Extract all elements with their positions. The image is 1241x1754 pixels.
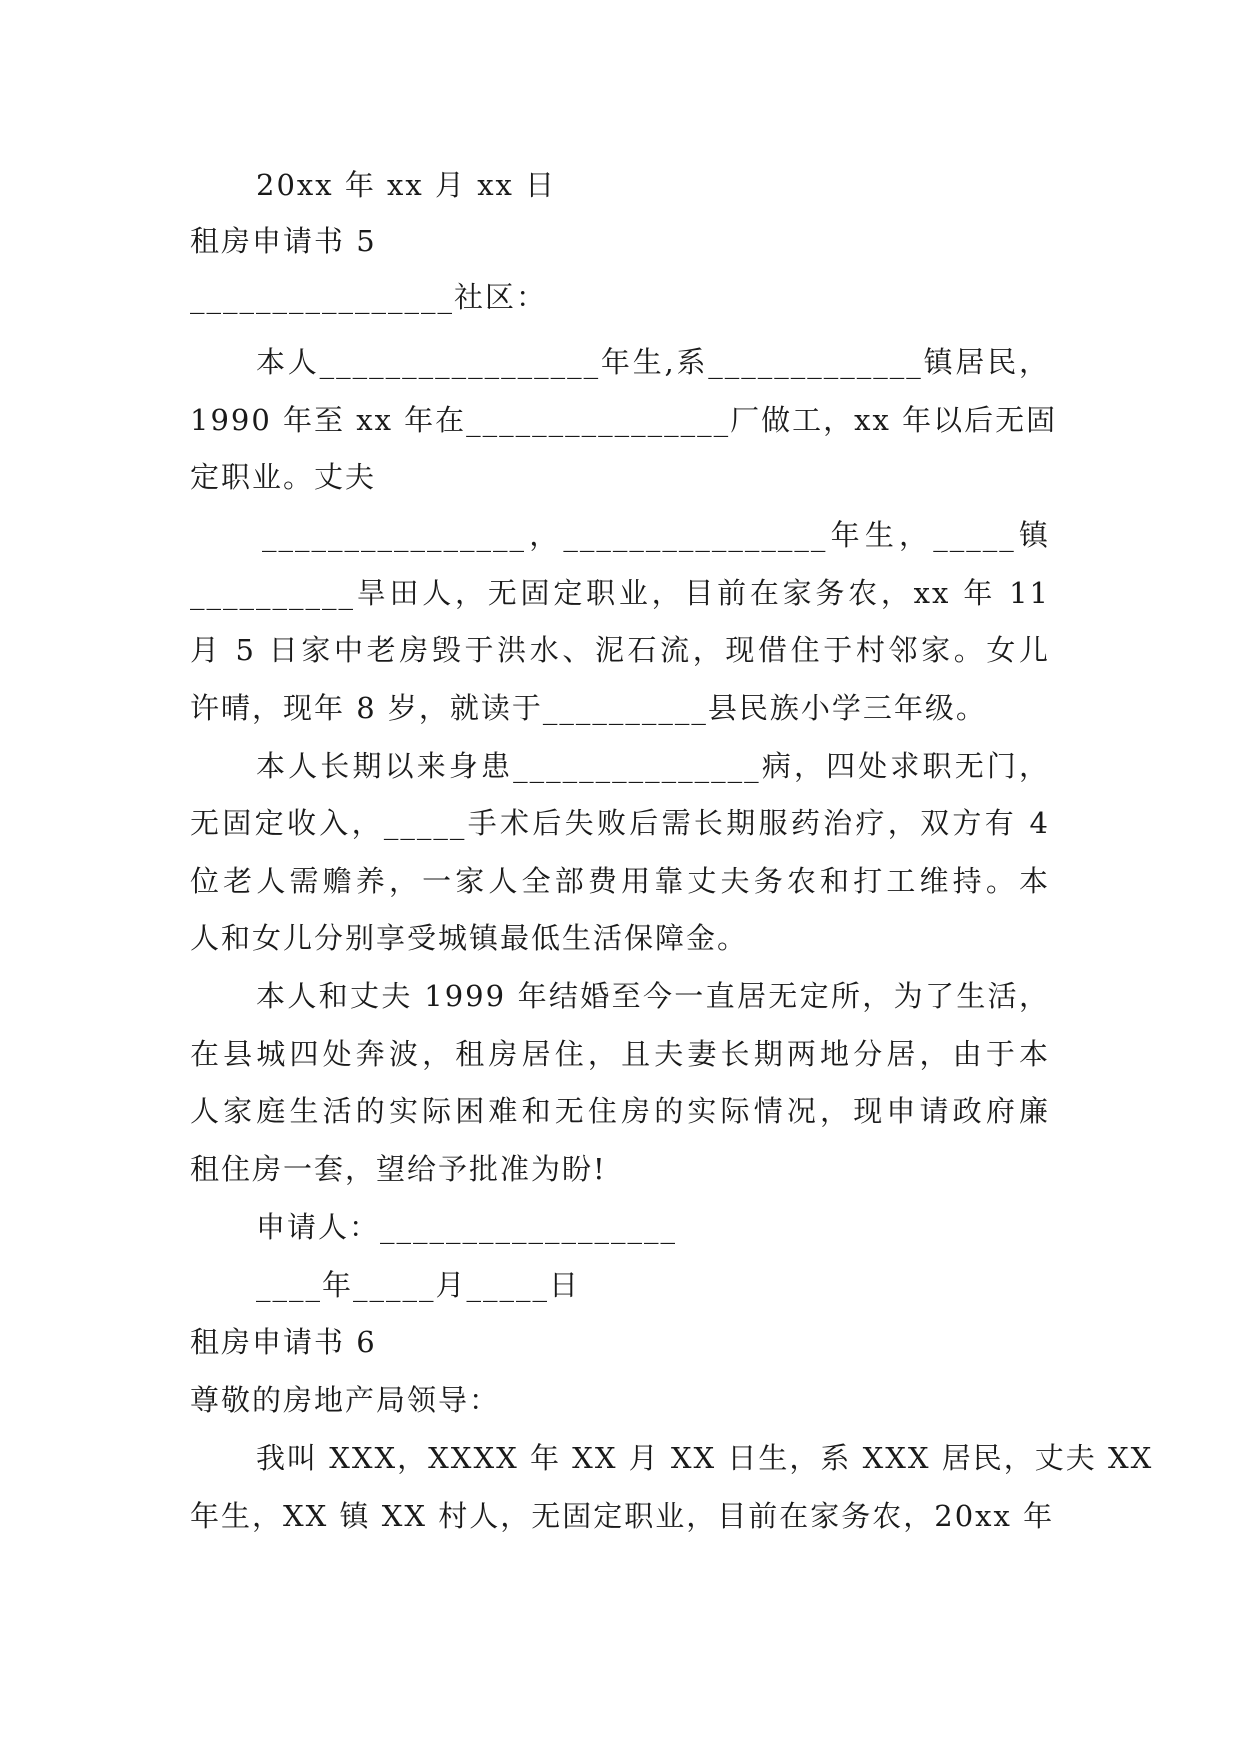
paragraph-line: 年生，XX 镇 XX 村人，无固定职业，目前在家务农，20xx 年 [190, 1499, 1055, 1533]
paragraph-line: 本人长期以来身患_______________病，四处求职无门， [256, 749, 1050, 783]
salutation: ________________社区： [190, 280, 548, 314]
paragraph-line: 无固定收入，_____手术后失败后需长期服药治疗，双方有 4 [190, 806, 1050, 840]
paragraph-line: 人和女儿分别享受城镇最低生活保障金。 [190, 921, 749, 955]
paragraph-line: 月 5 日家中老房毁于洪水、泥石流，现借住于村邻家。女儿 [190, 633, 1050, 667]
signature-date-line: ____年_____月_____日 [256, 1268, 581, 1302]
section-heading: 租房申请书 5 [190, 224, 377, 258]
paragraph-line: 定职业。丈夫 [190, 460, 377, 494]
paragraph-line: 1990 年至 xx 年在________________厂做工，xx 年以后无固 [190, 403, 1058, 437]
paragraph-line: 租住房一套，望给予批准为盼! [190, 1152, 607, 1186]
salutation: 尊敬的房地产局领导： [190, 1383, 501, 1417]
paragraph-line: 本人和丈夫 1999 年结婚至今一直居无定所，为了生活， [256, 979, 1050, 1013]
paragraph-line: 人家庭生活的实际困难和无住房的实际情况，现申请政府廉 [190, 1094, 1050, 1128]
paragraph-line: __________旱田人，无固定职业，目前在家务农，xx 年 11 [190, 576, 1050, 610]
paragraph-line: 我叫 XXX，XXXX 年 XX 月 XX 日生，系 XXX 居民，丈夫 XX [256, 1441, 1154, 1475]
date-line: 20xx 年 xx 月 xx 日 [256, 168, 557, 202]
applicant-signature-line: 申请人：__________________ [256, 1210, 678, 1244]
paragraph-line: ________________，________________年生，_____镇 [262, 518, 1050, 552]
paragraph-line: 位老人需赡养，一家人全部费用靠丈夫务农和打工维持。本 [190, 864, 1050, 898]
paragraph-line: 在县城四处奔波，租房居住，且夫妻长期两地分居，由于本 [190, 1037, 1050, 1071]
paragraph-line: 许晴，现年 8 岁，就读于__________县民族小学三年级。 [190, 691, 987, 725]
section-heading: 租房申请书 6 [190, 1325, 377, 1359]
paragraph-line: 本人_________________年生,系_____________镇居民， [256, 345, 1050, 379]
